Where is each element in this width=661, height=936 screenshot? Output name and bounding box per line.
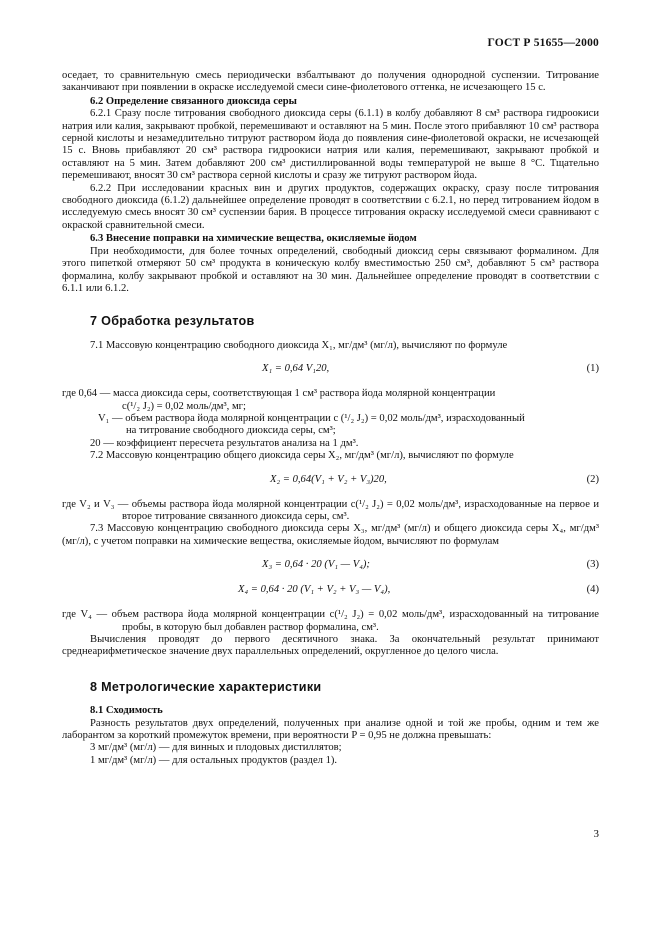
where-1-line-c — [62, 413, 599, 425]
section-6-3-title: 6.3 Внесение поправки на химические вещества, окисляемые йодом — [90, 233, 417, 245]
where-1-line-e: 20 — коэффициент пересчета результатов анализа на 1 дм³. — [90, 437, 359, 449]
where-1-v1-symbol: V₁ — [98, 412, 110, 424]
formula-1 — [62, 363, 599, 377]
limit-distillates: 3 мг/дм³ (мг/л) — для винных и плодовых дистиллятов; — [90, 742, 342, 754]
formula-3-number: (3) — [586, 559, 599, 571]
section-8-heading: 8 Метрологические характеристики — [90, 679, 322, 694]
where-1-line-a: где 0,64 — масса диоксида серы, соответствующая 1 см³ раствора йода молярной концентрации — [62, 388, 496, 400]
formula-1-expression: X₁ = 0,64 V₁20, — [262, 363, 330, 375]
page-content — [62, 70, 599, 767]
paragraph-calculation: Вычисления проводят до первого десятичного знака. За окончательный результат принимают среднеарифметическое значение двух параллельных определений, округленное до целого числа. — [62, 634, 599, 658]
formula-1-number: (1) — [586, 363, 599, 375]
formula-4-expression: X₄ = 0,64 · 20 (V₁ + V₂ + V₃ — V₄), — [238, 584, 391, 596]
where-1-line-b: c(¹/₂ J₂) = 0,02 моль/дм³, мг; — [122, 400, 246, 412]
section-8-1-title: 8.1 Сходимость — [90, 705, 163, 717]
paragraph-8-1: Разность результатов двух определений, полученных при анализе одной и той же пробы, одним и тем же лаборантом за короткий промежуток времени, при вероятности P = 0,95 не должна превышать: — [62, 717, 599, 742]
paragraph-6-2-1: 6.2.1 Сразу после титрования свободного диоксида серы (6.1.1) в колбу добавляют 8 см³ раствора гидроокиси натрия или калия, закрывают пробкой, перемешивают и оставляют на 5 мин. После этого прибавляют 10 см³ раствора серной кислоты и незамедлительно титруют раствором йода до появления сине-фиолетовой окраски, не исчезающей 15 с. Вновь прибавляют 20 см³ раствора гидроокиси натрия или калия, перемешивают, закрывают пробкой и оставляют на 5 мин. Затем добавляют 200 см³ дистиллированной воды температурой не выше 8 °С. Тщательно перемешивают, вносят 30 см³ раствора серной кислоты и сразу же титруют раствором йода. — [62, 108, 599, 182]
section-7-heading: 7 Обработка результатов — [90, 314, 255, 329]
where-1-v1-text: — объем раствора йода молярной концентрации c (¹/₂ J₂) = 0,02 моль/дм³, израсходованный — [112, 412, 525, 424]
formula-4-number: (4) — [586, 584, 599, 596]
page-number: 3 — [593, 827, 599, 840]
section-6-2-title: 6.2 Определение связанного диоксида серы — [90, 95, 297, 107]
formula-2-number: (2) — [586, 473, 599, 485]
paragraph-6-2-2: 6.2.2 При исследовании красных вин и других продуктов, содержащих окраску, сразу после титрования свободного диоксида (6.1.2) дальнейшее определение проводят в соответствии с 6.2.1, но перед титрованием йодом в исследуемую смесь вносят 30 см³ суспензии бария. В процессе титрования окраску исследуемой смеси сравнивают с окраской сравнительной смеси. — [62, 182, 599, 231]
paragraph-6-3: При необходимости, для более точных определений, свободный диоксид серы связывают формалином. Для этого пипеткой отмеряют 50 см³ продукта в коническую колбу вместимостью 250 см³, добавляют 5 см³ раствора формалина, колбу закрывают пробкой и оставляют на 30 мин. Дальнейшее определение проводят в соответствии с 6.1.1 или 6.1.2. — [62, 245, 599, 294]
standard-header: ГОСТ Р 51655—2000 — [487, 37, 599, 49]
paragraph-continuation: оседает, то сравнительную смесь периодически взбалтывают до получения однородной суспензии. Титрование заканчивают при появлении в окраске исследуемой смеси сине-фиолетового оттенка, не исчезающего 15 с. — [62, 70, 599, 94]
formula-3-expression: X₃ = 0,64 · 20 (V₁ — V₄); — [262, 559, 370, 571]
paragraph-7-3: 7.3 Массовую концентрацию свободного диоксида серы X₃, мг/дм³ (мг/л) и общего диоксида серы X₄, мг/дм³ (мг/л), с учетом поправки на химические вещества, окисляемые йодом, вычисляют по формулам — [62, 523, 599, 547]
where-2: где V₂ и V₃ — объемы раствора йода молярной концентрации c(¹/₂ J₂) = 0,02 моль/дм³, израсходованные на первое и второе титрование связанного диоксида серы, см³. — [62, 498, 599, 522]
limit-other-products: 1 мг/дм³ (мг/л) — для остальных продуктов (раздел 1). — [90, 754, 338, 766]
formula-4 — [62, 584, 599, 598]
where-4: где V₄ — объем раствора йода молярной концентрации c(¹/₂ J₂) = 0,02 моль/дм³, израсходованный на титрование пробы, в которую был добавлен раствор формалина, см³. — [62, 609, 599, 633]
paragraph-7-1: 7.1 Массовую концентрацию свободного диоксида X₁, мг/дм³ (мг/л), вычисляют по формуле — [90, 339, 508, 351]
paragraph-7-2: 7.2 Массовую концентрацию общего диоксида серы X₂, мг/дм³ (мг/л), вычисляют по формуле — [90, 450, 514, 462]
where-1-line-d: на титрование свободного диоксида серы, см³; — [126, 425, 336, 437]
formula-2 — [62, 474, 599, 488]
formula-3 — [62, 559, 599, 573]
formula-2-expression: X₂ = 0,64(V₁ + V₂ + V₃)20, — [270, 473, 387, 485]
